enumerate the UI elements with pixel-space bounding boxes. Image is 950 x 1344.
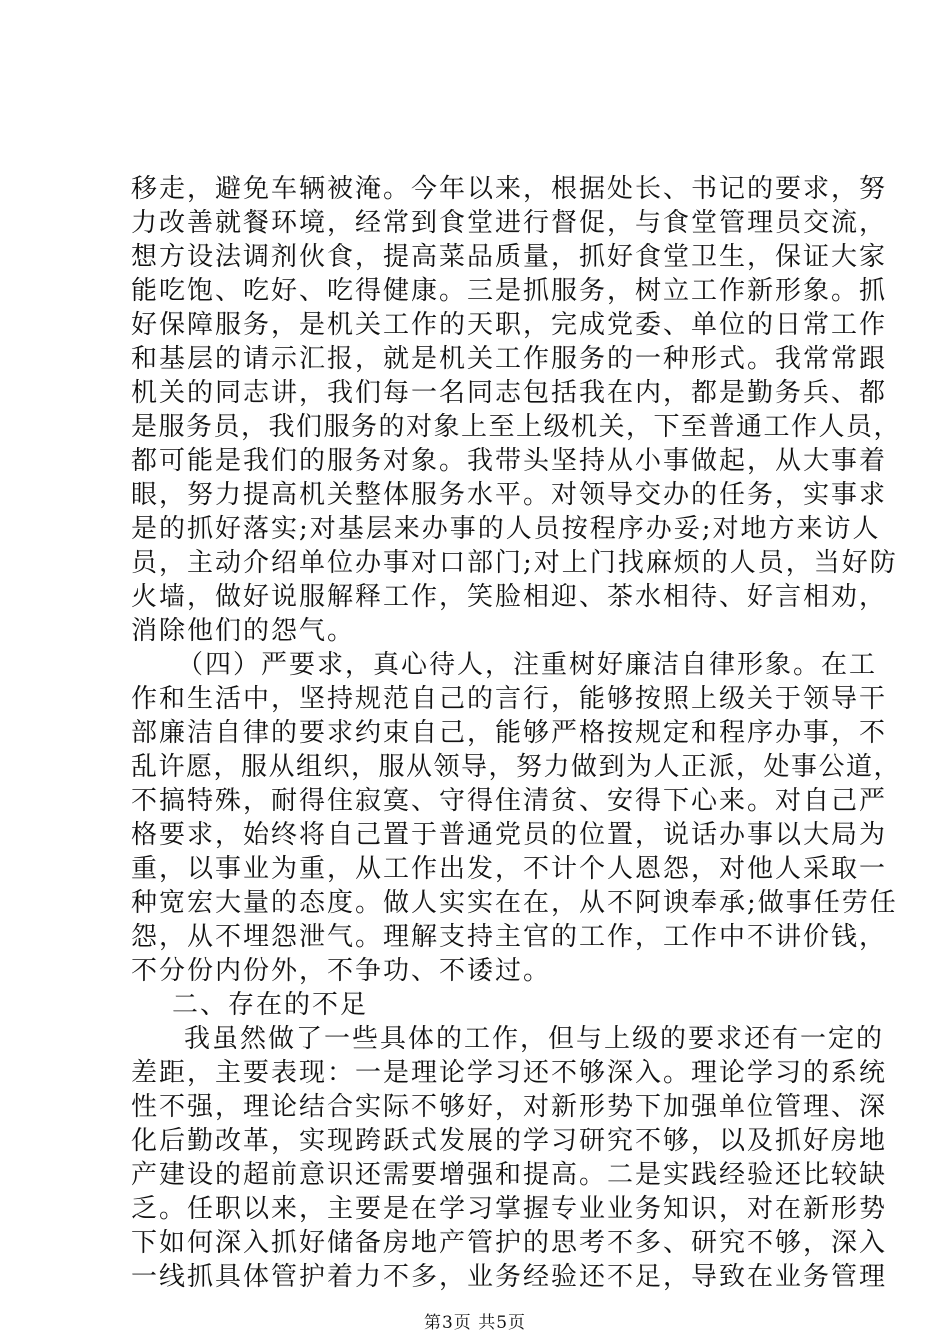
- text-line: 种宽宏大量的态度。做人实实在在，从不阿谀奉承;做事任劳任: [131, 888, 898, 918]
- page-number-footer: 第3页 共5页: [423, 1313, 527, 1333]
- text-line: 想方设法调剂伙食，提高菜品质量，抓好食堂卫生，保证大家: [131, 242, 888, 272]
- section-heading: 二、存在的不足: [172, 990, 369, 1020]
- text-line: 和基层的请示汇报，就是机关工作服务的一种形式。我常常跟: [131, 344, 888, 374]
- text-line: 重，以事业为重，从工作出发，不计个人恩怨，对他人采取一: [131, 854, 888, 884]
- text-line: 能吃饱、吃好、吃得健康。三是抓服务，树立工作新形象。抓: [131, 276, 888, 306]
- text-line: 是服务员，我们服务的对象上至上级机关，下至普通工作人员，: [131, 412, 902, 442]
- text-line: 移走，避免车辆被淹。今年以来，根据处长、书记的要求，努: [131, 174, 888, 204]
- text-line: 员，主动介绍单位办事对口部门;对上门找麻烦的人员，当好防: [131, 548, 898, 578]
- text-line: 性不强，理论结合实际不够好，对新形势下加强单位管理、深: [131, 1092, 888, 1122]
- paragraph-heading-line: （四）严要求，真心待人，注重树好廉洁自律形象。在工: [177, 650, 878, 680]
- text-line: 都可能是我们的服务对象。我带头坚持从小事做起，从大事着: [131, 446, 888, 476]
- text-line: 怨，从不埋怨泄气。理解支持主官的工作，工作中不讲价钱，: [131, 922, 888, 952]
- text-line: 火墙，做好说服解释工作，笑脸相迎、茶水相待、好言相劝，: [131, 582, 888, 612]
- text-line: 眼，努力提高机关整体服务水平。对领导交办的任务，实事求: [131, 480, 888, 510]
- text-line: 乱许愿，服从组织，服从领导，努力做到为人正派，处事公道，: [131, 752, 902, 782]
- text-line: 作和生活中，坚持规范自己的言行，能够按照上级关于领导干: [131, 684, 888, 714]
- text-line: 乏。任职以来，主要是在学习掌握专业业务知识，对在新形势: [131, 1194, 888, 1224]
- text-line: 是的抓好落实;对基层来办事的人员按程序办妥;对地方来访人: [131, 514, 881, 544]
- text-line: 好保障服务，是机关工作的天职，完成党委、单位的日常工作: [131, 310, 888, 340]
- text-line: 机关的同志讲，我们每一名同志包括我在内，都是勤务兵、都: [131, 378, 888, 408]
- text-line: 不搞特殊，耐得住寂寞、守得住清贫、安得下心来。对自己严: [131, 786, 888, 816]
- text-line: 部廉洁自律的要求约束自己，能够严格按规定和程序办事，不: [131, 718, 888, 748]
- text-line: 差距，主要表现：一是理论学习还不够深入。理论学习的系统: [131, 1058, 888, 1088]
- text-line: 化后勤改革，实现跨跃式发展的学习研究不够，以及抓好房地: [131, 1126, 888, 1156]
- text-line: 产建设的超前意识还需要增强和提高。二是实践经验还比较缺: [131, 1160, 888, 1190]
- text-line: 下如何深入抓好储备房地产管护的思考不多、研究不够，深入: [131, 1228, 888, 1258]
- text-line: 消除他们的怨气。: [131, 616, 356, 646]
- text-line: 我虽然做了一些具体的工作，但与上级的要求还有一定的: [184, 1024, 885, 1054]
- text-line: 力改善就餐环境，经常到食堂进行督促，与食堂管理员交流，: [131, 208, 888, 238]
- text-line: 格要求，始终将自己置于普通党员的位置，说话办事以大局为: [131, 820, 888, 850]
- text-line: 一线抓具体管护着力不多，业务经验还不足，导致在业务管理: [131, 1262, 888, 1292]
- text-line: 不分份内份外，不争功、不诿过。: [131, 956, 552, 986]
